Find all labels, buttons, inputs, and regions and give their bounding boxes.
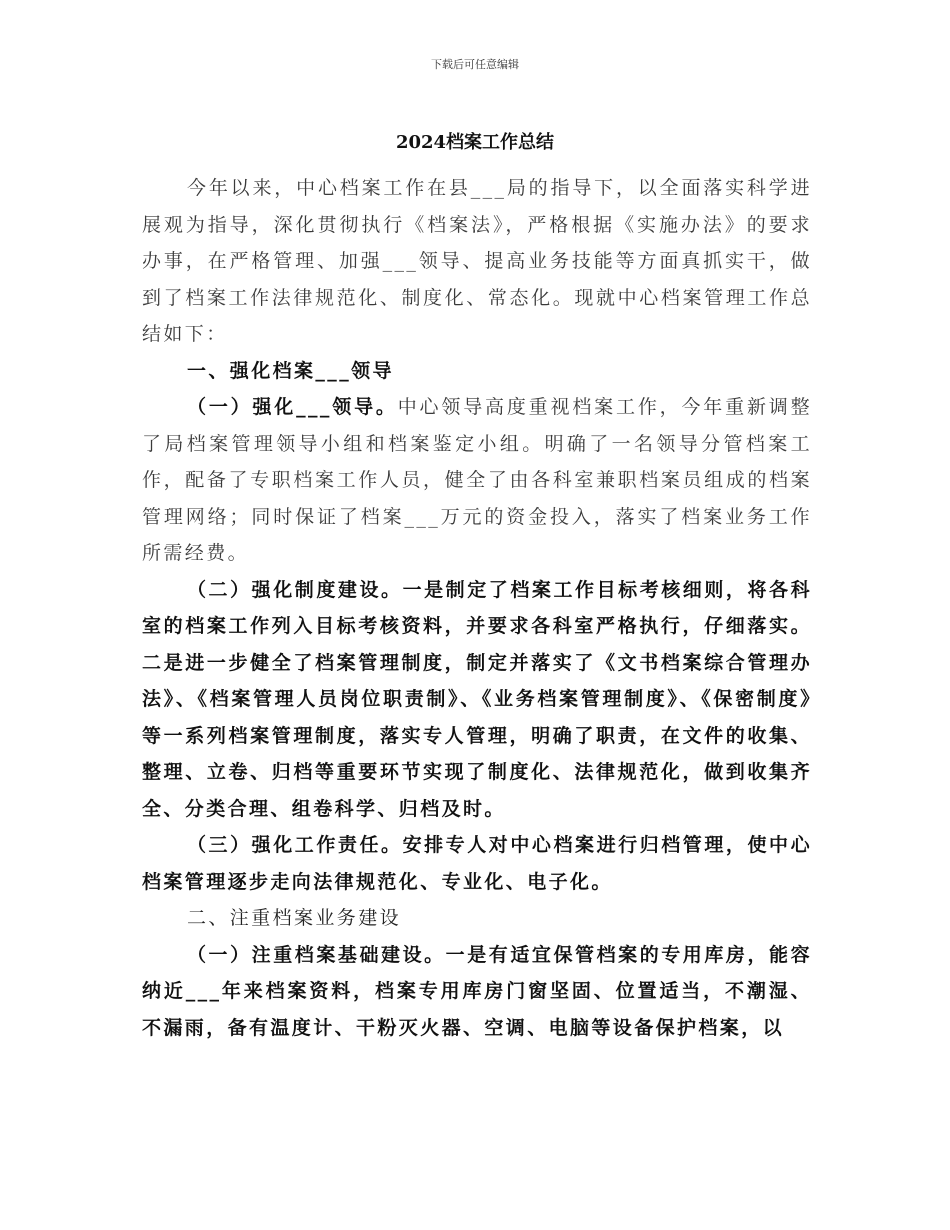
page-header: 下载后可任意编辑 [431, 58, 519, 71]
section-1-item-3: （三）强化工作责任。安排专人对中心档案进行归档管理，使中心档案管理逐步走向法律规范化、专业化、电子化。 [142, 834, 812, 893]
section-2-heading: 二、注重档案业务建设 [187, 907, 402, 929]
section-2-item-1: （一）注重档案基础建设。一是有适宜保管档案的专用库房，能容纳近___年来档案资料，档案专用库房门窗坚固、位置适当，不潮湿、不漏雨，备有温度计、干粉灭火器、空调、电脑等设备保护档案，以 [142, 943, 812, 1039]
document-title: 2024档案工作总结 [395, 132, 555, 153]
section-1-item-1-lead: （一）强化___领导。 [187, 396, 398, 418]
section-1-heading: 一、强化档案___领导 [187, 359, 394, 382]
intro-paragraph: 今年以来，中心档案工作在县___局的指导下，以全面落实科学进展观为指导，深化贯彻执行《档案法》，严格根据《实施办法》的要求办事，在严格管理、加强___领导、提高业务技能等方面真抓实干，做到了档案工作法律规范化、制度化、常态化。现就中心档案管理工作总结如下： [142, 177, 812, 345]
document-body [142, 170, 812, 1046]
section-1-item-1 [142, 389, 812, 572]
section-1-item-1-text: 中心领导高度重视档案工作，今年重新调整了局档案管理领导小组和档案鉴定小组。明确了一名领导分管档案工作，配备了专职档案工作人员，健全了由各科室兼职档案员组成的档案管理网络；同时保证了档案___万元的资金投入，落实了档案业务工作所需经费。 [142, 396, 812, 564]
section-1-item-2: （二）强化制度建设。一是制定了档案工作目标考核细则，将各科室的档案工作列入目标考核资料，并要求各科室严格执行，仔细落实。二是进一步健全了档案管理制度，制定并落实了《文书档案综合管理办法》、《档案管理人员岗位职责制》、《业务档案管理制度》、《保密制度》等一系列档案管理制度，落实专人管理，明确了职责，在文件的收集、整理、立卷、归档等重要环节实现了制度化、法律规范化，做到收集齐全、分类合理、组卷科学、归档及时。 [142, 578, 812, 820]
